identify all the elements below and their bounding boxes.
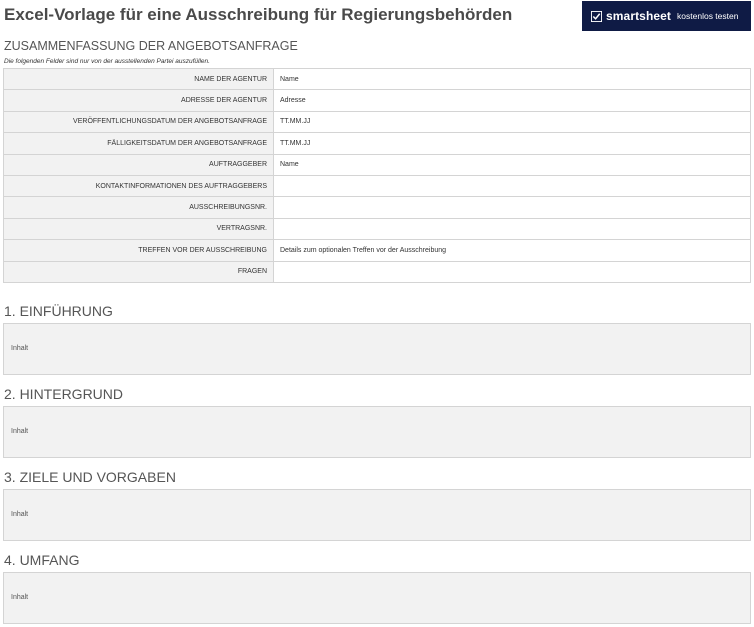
section-content-goals[interactable] [3,489,751,541]
field-value[interactable]: TT.MM.JJ [274,111,751,132]
table-row [4,90,751,111]
section-content-introduction[interactable] [3,323,751,375]
field-label: NAME DER AGENTUR [4,69,274,90]
field-value[interactable] [274,175,751,196]
section-content-background[interactable] [3,406,751,458]
table-row [4,261,751,282]
section-content-text: Inhalt [11,345,29,352]
table-row [4,133,751,154]
brand-name: smartsheet [606,9,672,23]
field-label: TREFFEN VOR DER AUSSCHREIBUNG [4,240,274,261]
section-heading-scope: 4. UMFANG [4,552,80,568]
field-label: ADRESSE DER AGENTUR [4,90,274,111]
section-content-text: Inhalt [11,428,29,435]
field-label: AUSSCHREIBUNGSNR. [4,197,274,218]
summary-note: Die folgenden Felder sind nur von der ausstellenden Partei auszufüllen. [4,58,210,65]
field-value[interactable]: Details zum optionalen Treffen vor der Ausschreibung [274,240,751,261]
field-label: FRAGEN [4,261,274,282]
field-value[interactable]: TT.MM.JJ [274,133,751,154]
table-row [4,154,751,175]
field-value[interactable]: Name [274,154,751,175]
section-content-scope[interactable] [3,572,751,624]
field-value[interactable] [274,197,751,218]
field-value[interactable] [274,261,751,282]
table-row [4,69,751,90]
section-content-text: Inhalt [11,511,29,518]
field-value[interactable]: Name [274,69,751,90]
field-label: VERTRAGSNR. [4,218,274,239]
brand-cta: kostenlos testen [677,11,739,21]
field-value[interactable] [274,218,751,239]
section-heading-goals: 3. ZIELE UND VORGABEN [4,469,176,485]
field-label: KONTAKTINFORMATIONEN DES AUFTRAGGEBERS [4,175,274,196]
table-row [4,240,751,261]
smartsheet-trial-banner[interactable] [582,1,751,31]
section-heading-background: 2. HINTERGRUND [4,386,124,402]
page-title: Excel-Vorlage für eine Ausschreibung für Regierungsbehörden [4,5,513,24]
table-row [4,111,751,132]
summary-table [3,68,751,283]
field-label: AUFTRAGGEBER [4,154,274,175]
table-row [4,175,751,196]
field-label: FÄLLIGKEITSDATUM DER ANGEBOTSANFRAGE [4,133,274,154]
field-label: VERÖFFENTLICHUNGSDATUM DER ANGEBOTSANFRAGE [4,111,274,132]
section-heading-introduction: 1. EINFÜHRUNG [4,303,113,319]
section-content-text: Inhalt [11,594,29,601]
table-row [4,197,751,218]
checkmark-icon [591,11,602,22]
summary-heading: ZUSAMMENFASSUNG DER ANGEBOTSANFRAGE [4,39,298,53]
field-value[interactable]: Adresse [274,90,751,111]
table-row [4,218,751,239]
